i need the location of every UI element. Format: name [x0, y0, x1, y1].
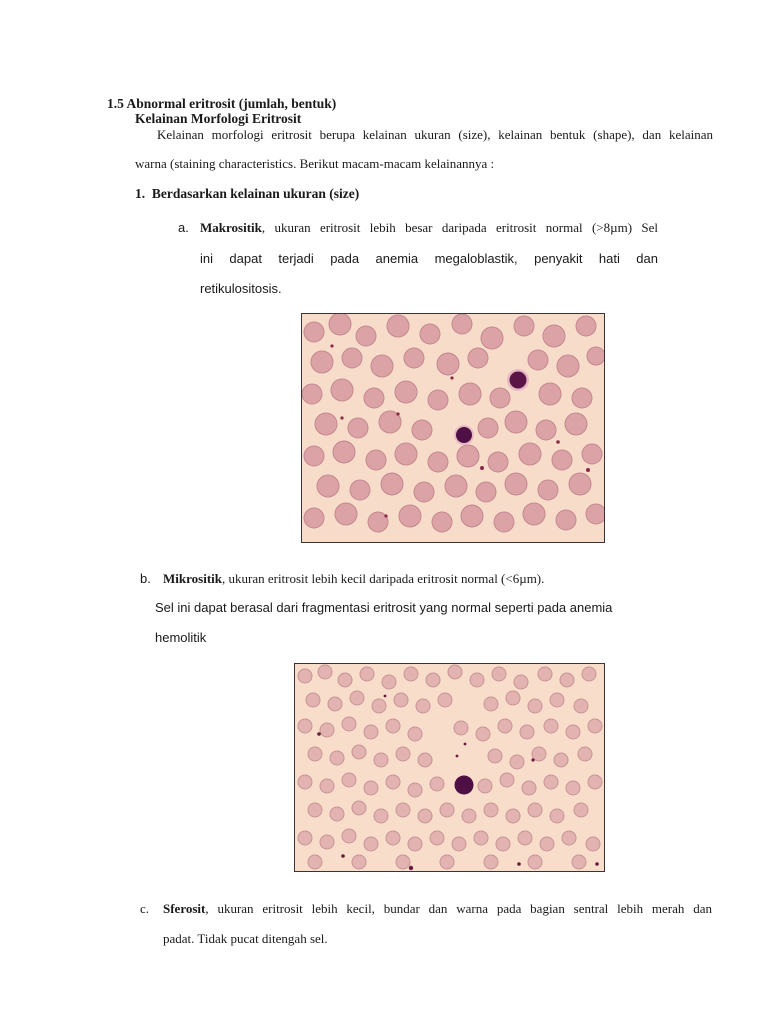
- term-mikrositik: Mikrositik: [163, 571, 222, 586]
- mikrositik-line-3: hemolitik: [155, 630, 207, 645]
- numbered-heading: [135, 186, 359, 202]
- mikrositik-line-2: Sel ini dapat berasal dari fragmentasi eritrosit yang normal seperti pada anemia: [155, 600, 613, 615]
- blood-smear-illustration: [302, 314, 604, 542]
- numbered-heading-title: Berdasarkan kelainan ukuran (size): [151, 186, 360, 201]
- sferosit-line-2: padat. Tidak pucat ditengah sel.: [163, 931, 328, 946]
- mikrositik-line-1: Mikrositik, ukuran eritrosit lebih kecil daripada eritrosit normal (<6µm).: [163, 571, 545, 586]
- subheading: Kelainan Morfologi Eritrosit: [135, 111, 302, 126]
- numbered-heading-number: 1.: [135, 186, 146, 201]
- makrositik-line-2: ini dapat terjadi pada anemia megaloblastik, penyakit hati dan: [200, 251, 658, 266]
- sferosit-line-1: Sferosit, ukuran eritrosit lebih kecil, bundar dan warna pada bagian sentral lebih merah dan: [163, 901, 712, 916]
- makrositik-blood-smear-image: [301, 313, 605, 543]
- list-marker-c: c.: [140, 901, 150, 916]
- makrositik-line-1: Makrositik, ukuran eritrosit lebih besar daripada eritrosit normal (>8µm) Sel: [200, 220, 658, 235]
- blood-smear-illustration: [295, 664, 604, 871]
- section-heading: 1.5 Abnormal eritrosit (jumlah, bentuk): [107, 96, 337, 111]
- intro-paragraph-line-1: Kelainan morfologi eritrosit berupa kelainan ukuran (size), kelainan bentuk (shape), dan kelainan: [157, 127, 713, 142]
- mikrositik-blood-smear-image: [294, 663, 605, 872]
- term-makrositik: Makrositik: [200, 220, 262, 235]
- list-marker-a: a.: [178, 220, 189, 235]
- list-marker-b: b.: [140, 571, 151, 586]
- term-sferosit: Sferosit: [163, 901, 206, 916]
- makrositik-line-3: retikulositosis.: [200, 281, 282, 296]
- intro-paragraph-line-2: warna (staining characteristics. Berikut macam-macam kelainannya :: [135, 156, 495, 171]
